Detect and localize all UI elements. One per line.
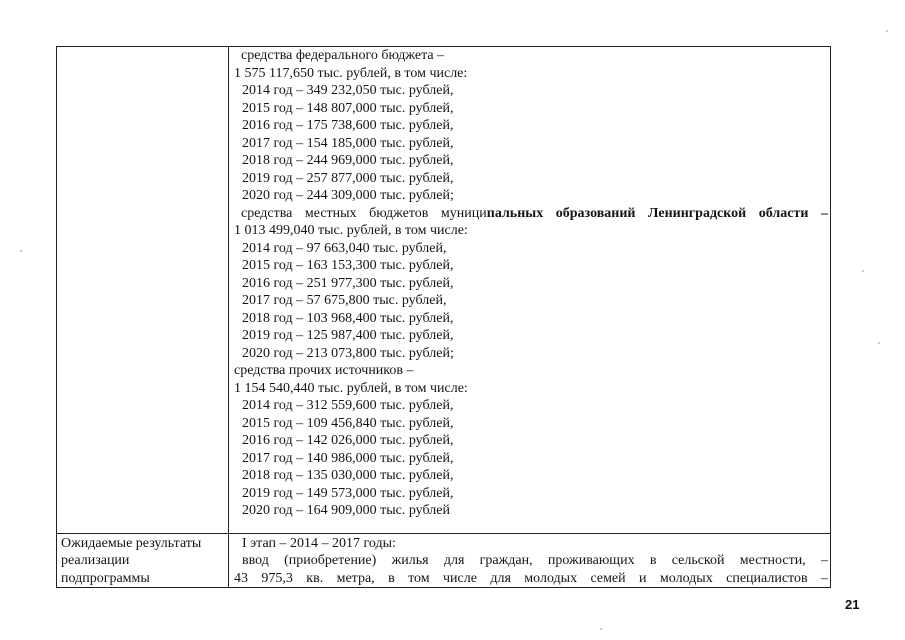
other-year: 2020 год – 164 909,000 тыс. рублей xyxy=(242,503,450,518)
other-year: 2018 год – 135 030,000 тыс. рублей, xyxy=(242,468,454,483)
scan-speck xyxy=(878,342,880,344)
scan-speck xyxy=(20,250,22,252)
scan-speck xyxy=(886,30,888,32)
local-title xyxy=(234,205,828,223)
subprogram-passport-table xyxy=(56,46,831,588)
table-row-results xyxy=(57,533,831,588)
federal-year: 2019 год – 257 877,000 тыс. рублей, xyxy=(242,170,454,186)
results-label-line: Ожидаемые результаты xyxy=(61,535,202,551)
stage-heading: I этап – 2014 – 2017 годы: xyxy=(242,535,396,551)
federal-year: 2017 год – 154 185,000 тыс. рублей, xyxy=(242,135,454,151)
table-row-funding xyxy=(57,47,831,534)
local-year: 2020 год – 213 073,800 тыс. рублей; xyxy=(242,345,454,361)
results-label xyxy=(57,534,228,588)
scan-speck xyxy=(862,270,864,272)
other-year: 2017 год – 140 986,000 тыс. рублей, xyxy=(242,450,454,466)
local-total: 1 013 499,040 тыс. рублей, в том числе: xyxy=(234,223,468,238)
other-title: средства прочих источников – xyxy=(234,363,414,378)
results-text xyxy=(229,534,830,588)
other-year: 2016 год – 142 026,000 тыс. рублей, xyxy=(242,433,454,448)
local-year: 2018 год – 103 968,400 тыс. рублей, xyxy=(242,310,454,326)
other-year: 2014 год – 312 559,600 тыс. рублей, xyxy=(242,398,454,413)
local-year: 2017 год – 57 675,800 тыс. рублей, xyxy=(242,293,447,308)
results-label-line: подпрограммы xyxy=(61,570,150,586)
other-year: 2019 год – 149 573,000 тыс. рублей, xyxy=(242,485,454,501)
results-line: ввод (приобретение) жилья для граждан, проживающих в сельской местности, – xyxy=(242,553,828,568)
local-title-part2: пальных образований Ленинградской области – xyxy=(486,205,828,221)
federal-total: 1 575 117,650 тыс. рублей, в том числе: xyxy=(234,65,468,81)
local-year: 2016 год – 251 977,300 тыс. рублей, xyxy=(242,275,454,291)
federal-year: 2016 год – 175 738,600 тыс. рублей, xyxy=(242,118,454,133)
federal-year: 2020 год – 244 309,000 тыс. рублей; xyxy=(242,188,454,203)
local-title-part1: средства местных бюджетов муници xyxy=(241,205,487,221)
federal-year: 2014 год – 349 232,050 тыс. рублей, xyxy=(242,83,454,98)
results-label-line: реализации xyxy=(61,553,130,568)
scan-speck xyxy=(600,628,602,630)
results-label-cell xyxy=(57,533,229,588)
funding-cell xyxy=(229,47,831,534)
local-year: 2019 год – 125 987,400 тыс. рублей, xyxy=(242,328,454,343)
funding-text xyxy=(229,47,830,533)
empty-label-cell xyxy=(57,47,229,534)
other-total: 1 154 540,440 тыс. рублей, в том числе: xyxy=(234,380,468,396)
local-year: 2014 год – 97 663,040 тыс. рублей, xyxy=(242,240,447,256)
other-year: 2015 год – 109 456,840 тыс. рублей, xyxy=(242,415,454,431)
local-year: 2015 год – 163 153,300 тыс. рублей, xyxy=(242,258,454,273)
federal-year: 2018 год – 244 969,000 тыс. рублей, xyxy=(242,153,454,168)
federal-year: 2015 год – 148 807,000 тыс. рублей, xyxy=(242,100,454,116)
results-line: 43 975,3 кв. метра, в том числе для молодых семей и молодых специалистов – xyxy=(234,570,828,586)
results-cell xyxy=(229,533,831,588)
federal-title: средства федерального бюджета – xyxy=(241,48,445,63)
page-number: 21 xyxy=(845,597,860,612)
